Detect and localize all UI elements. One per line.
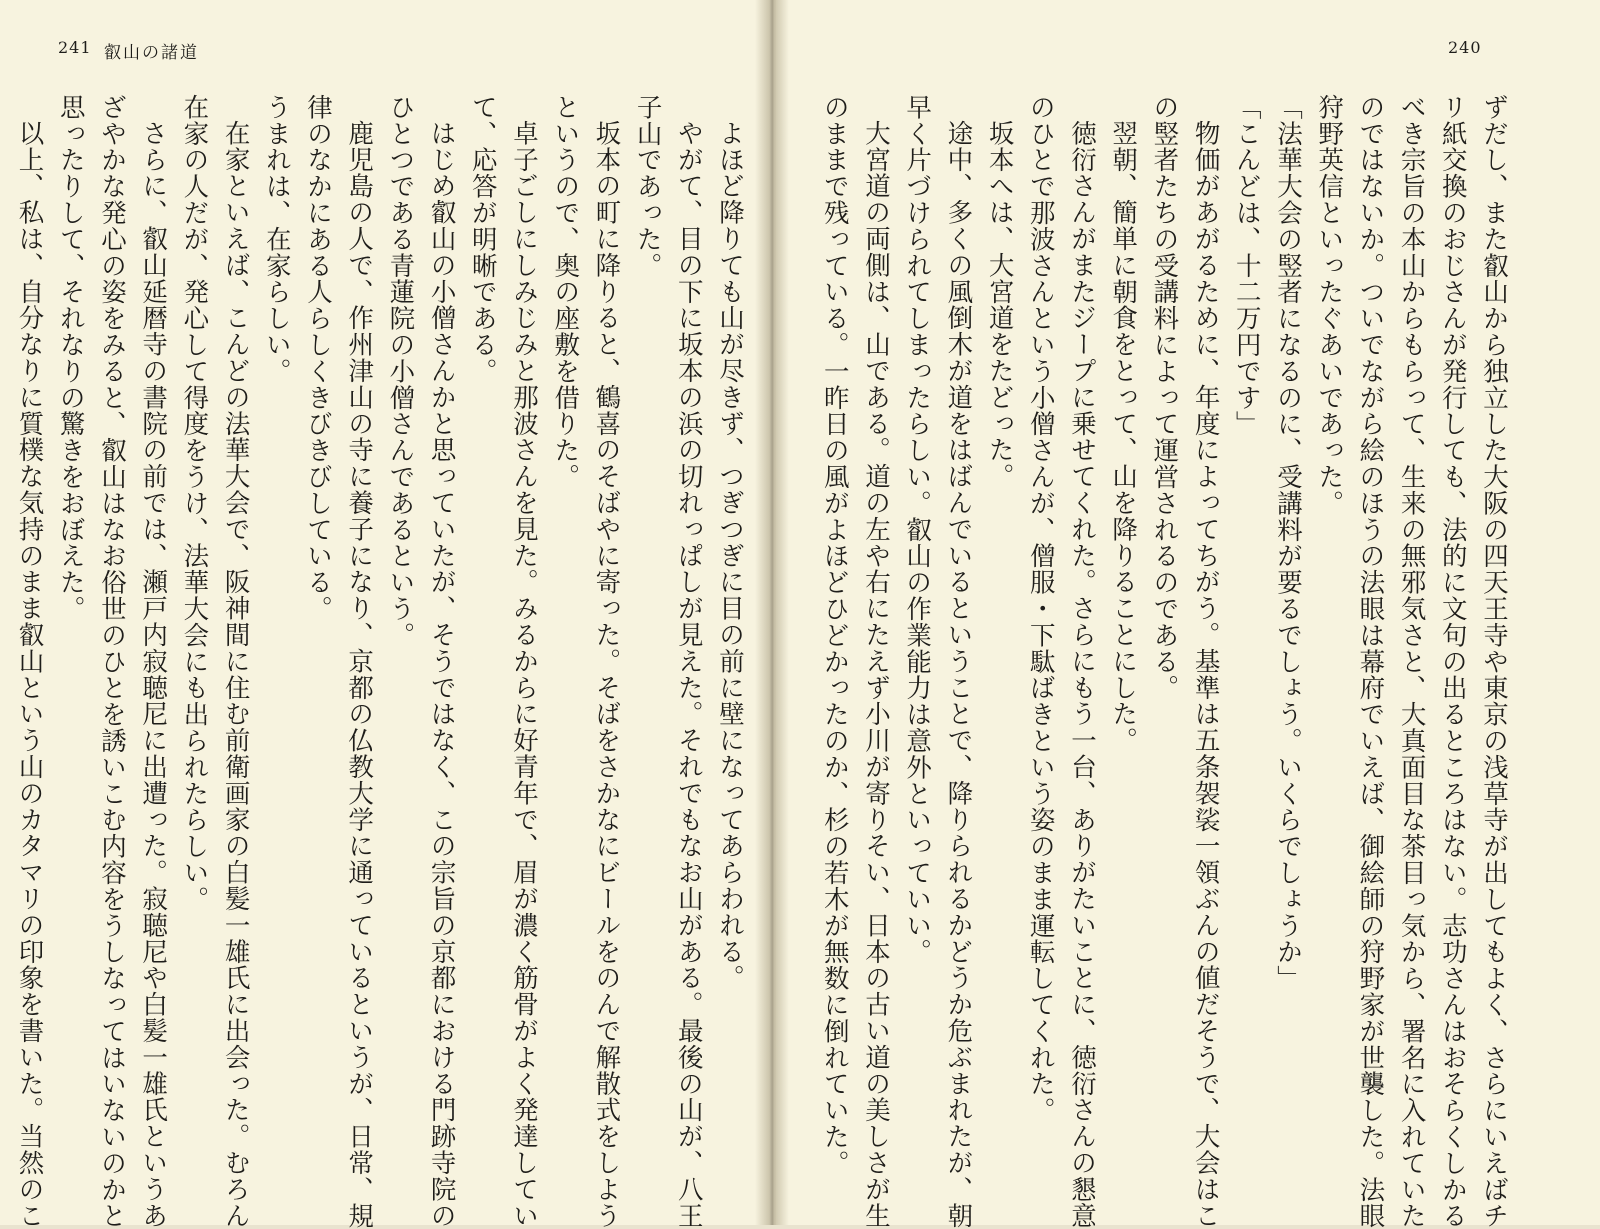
text-line: 坂本の町に降りると、鶴喜のそばやに寄った。そばをさかなにビールをのんで解散式をしよう [591, 119, 622, 1229]
text-line: 「法華大会の竪者になるのに、受講料が要るでしょう。いくらでしょうか」 [1272, 94, 1303, 992]
left-page-body [14, 94, 750, 1229]
text-line: ざやかな発心の姿をみると、叡山はなお俗世のひとを誘いこむ内容をうしなってはいないのかと [96, 94, 127, 1229]
text-line: 「こんどは、十二万円です」 [1231, 94, 1262, 438]
left-page-number: 241 [58, 38, 92, 57]
text-line: 鹿児島の人で、作州津山の寺に養子になり、京都の仏教大学に通っているというが、日常、規 [344, 119, 375, 1229]
text-line: のではないか。ついでながら絵のほうの法眼は幕府でいえば、御絵師の狩野家が世襲した。法眼 [1355, 94, 1386, 1229]
text-line: 翌朝、簡単に朝食をとって、山を降りることにした。 [1108, 119, 1139, 754]
text-line: て、応答が明晰である。 [467, 94, 498, 385]
text-line: はじめ叡山の小僧さんかと思っていたが、そうではなく、この宗旨の京都における門跡寺院の [426, 119, 457, 1229]
text-line: リ紙交換のおじさんが発行しても、法的に文句の出るところはない。志功さんはおそらくしかる [1437, 94, 1468, 1229]
right-page [776, 0, 1600, 1229]
text-line: さらに、叡山延暦寺の書院の前では、瀬戸内寂聴尼に出遭った。寂聴尼や白髪一雄氏というあ [138, 119, 169, 1229]
running-title: 叡山の諸道 [104, 43, 199, 63]
text-line: 思ったりして、それなりの驚きをおぼえた。 [55, 94, 86, 622]
text-line: うまれは、在家らしい。 [261, 94, 292, 385]
text-line: のままで残っている。一昨日の風がよほどひどかったのか、杉の若木が無数に倒れていた。 [819, 94, 850, 1177]
text-line: 狩野英信といったぐあいであった。 [1314, 94, 1345, 517]
left-page [0, 0, 772, 1229]
text-line: 早く片づけられてしまったらしい。叡山の作業能力は意外といっていい。 [902, 94, 933, 966]
text-line: 律のなかにある人らしくきびきびしている。 [302, 94, 333, 622]
text-line: ずだし、また叡山から独立した大阪の四天王寺や東京の浅草寺が出してもよく、さらにいえばチ [1479, 94, 1509, 1229]
text-line: 以上、私は、自分なりに質樸な気持のまま叡山という山のカタマリの印象を書いた。当然のこ [14, 119, 45, 1229]
text-line: 物価があがるために、年度によってちがう。基準は五条袈裟一領ぶんの値だそうで、大会はこ [1190, 119, 1221, 1229]
text-line: 途中、多くの風倒木が道をはばんでいるということで、降りられるかどうか危ぶまれたが、朝 [943, 119, 974, 1229]
right-page-body [819, 94, 1514, 1229]
text-line: の竪者たちの受講料によって運営されるのである。 [1149, 94, 1180, 702]
right-page-number: 240 [1448, 38, 1482, 57]
text-line: というので、奥の座敷を借りた。 [550, 94, 581, 490]
text-line: のひとで那波さんという小僧さんが、僧服・下駄ばきという姿のまま運転してくれた。 [1025, 94, 1056, 1124]
text-line: よほど降りても山が尽きず、つぎつぎに目の前に壁になってあらわれる。 [715, 119, 745, 991]
text-line: 坂本へは、大宮道をたどった。 [984, 119, 1015, 490]
text-line: 在家といえば、こんどの法華大会で、阪神間に住む前衛画家の白髪一雄氏に出会った。むろん [220, 119, 251, 1229]
text-line: 在家の人だが、発心して得度をうけ、法華大会にも出られたらしい。 [179, 94, 210, 913]
text-line: 大宮道の両側は、山である。道の左や右にたえず小川が寄りそい、日本の古い道の美しさが生 [860, 119, 891, 1229]
text-line: 子山であった。 [632, 94, 663, 279]
text-line: 徳衍さんがまたジープに乗せてくれた。さらにもう一台、ありがたいことに、徳衍さんの懇意 [1066, 119, 1097, 1229]
text-line: やがて、目の下に坂本の浜の切れっぱしが見えた。それでもなお山がある。最後の山が、八王 [673, 119, 704, 1229]
text-line: ひとつである青蓮院の小僧さんであるという。 [385, 94, 416, 649]
text-line: べき宗旨の本山からもらって、生来の無邪気さと、大真面目な茶目っ気から、署名に入れていた [1396, 94, 1427, 1229]
text-line: 卓子ごしにしみじみと那波さんを見た。みるからに好青年で、眉が濃く筋骨がよく発達してい [508, 119, 539, 1229]
book-gutter [755, 0, 789, 1225]
